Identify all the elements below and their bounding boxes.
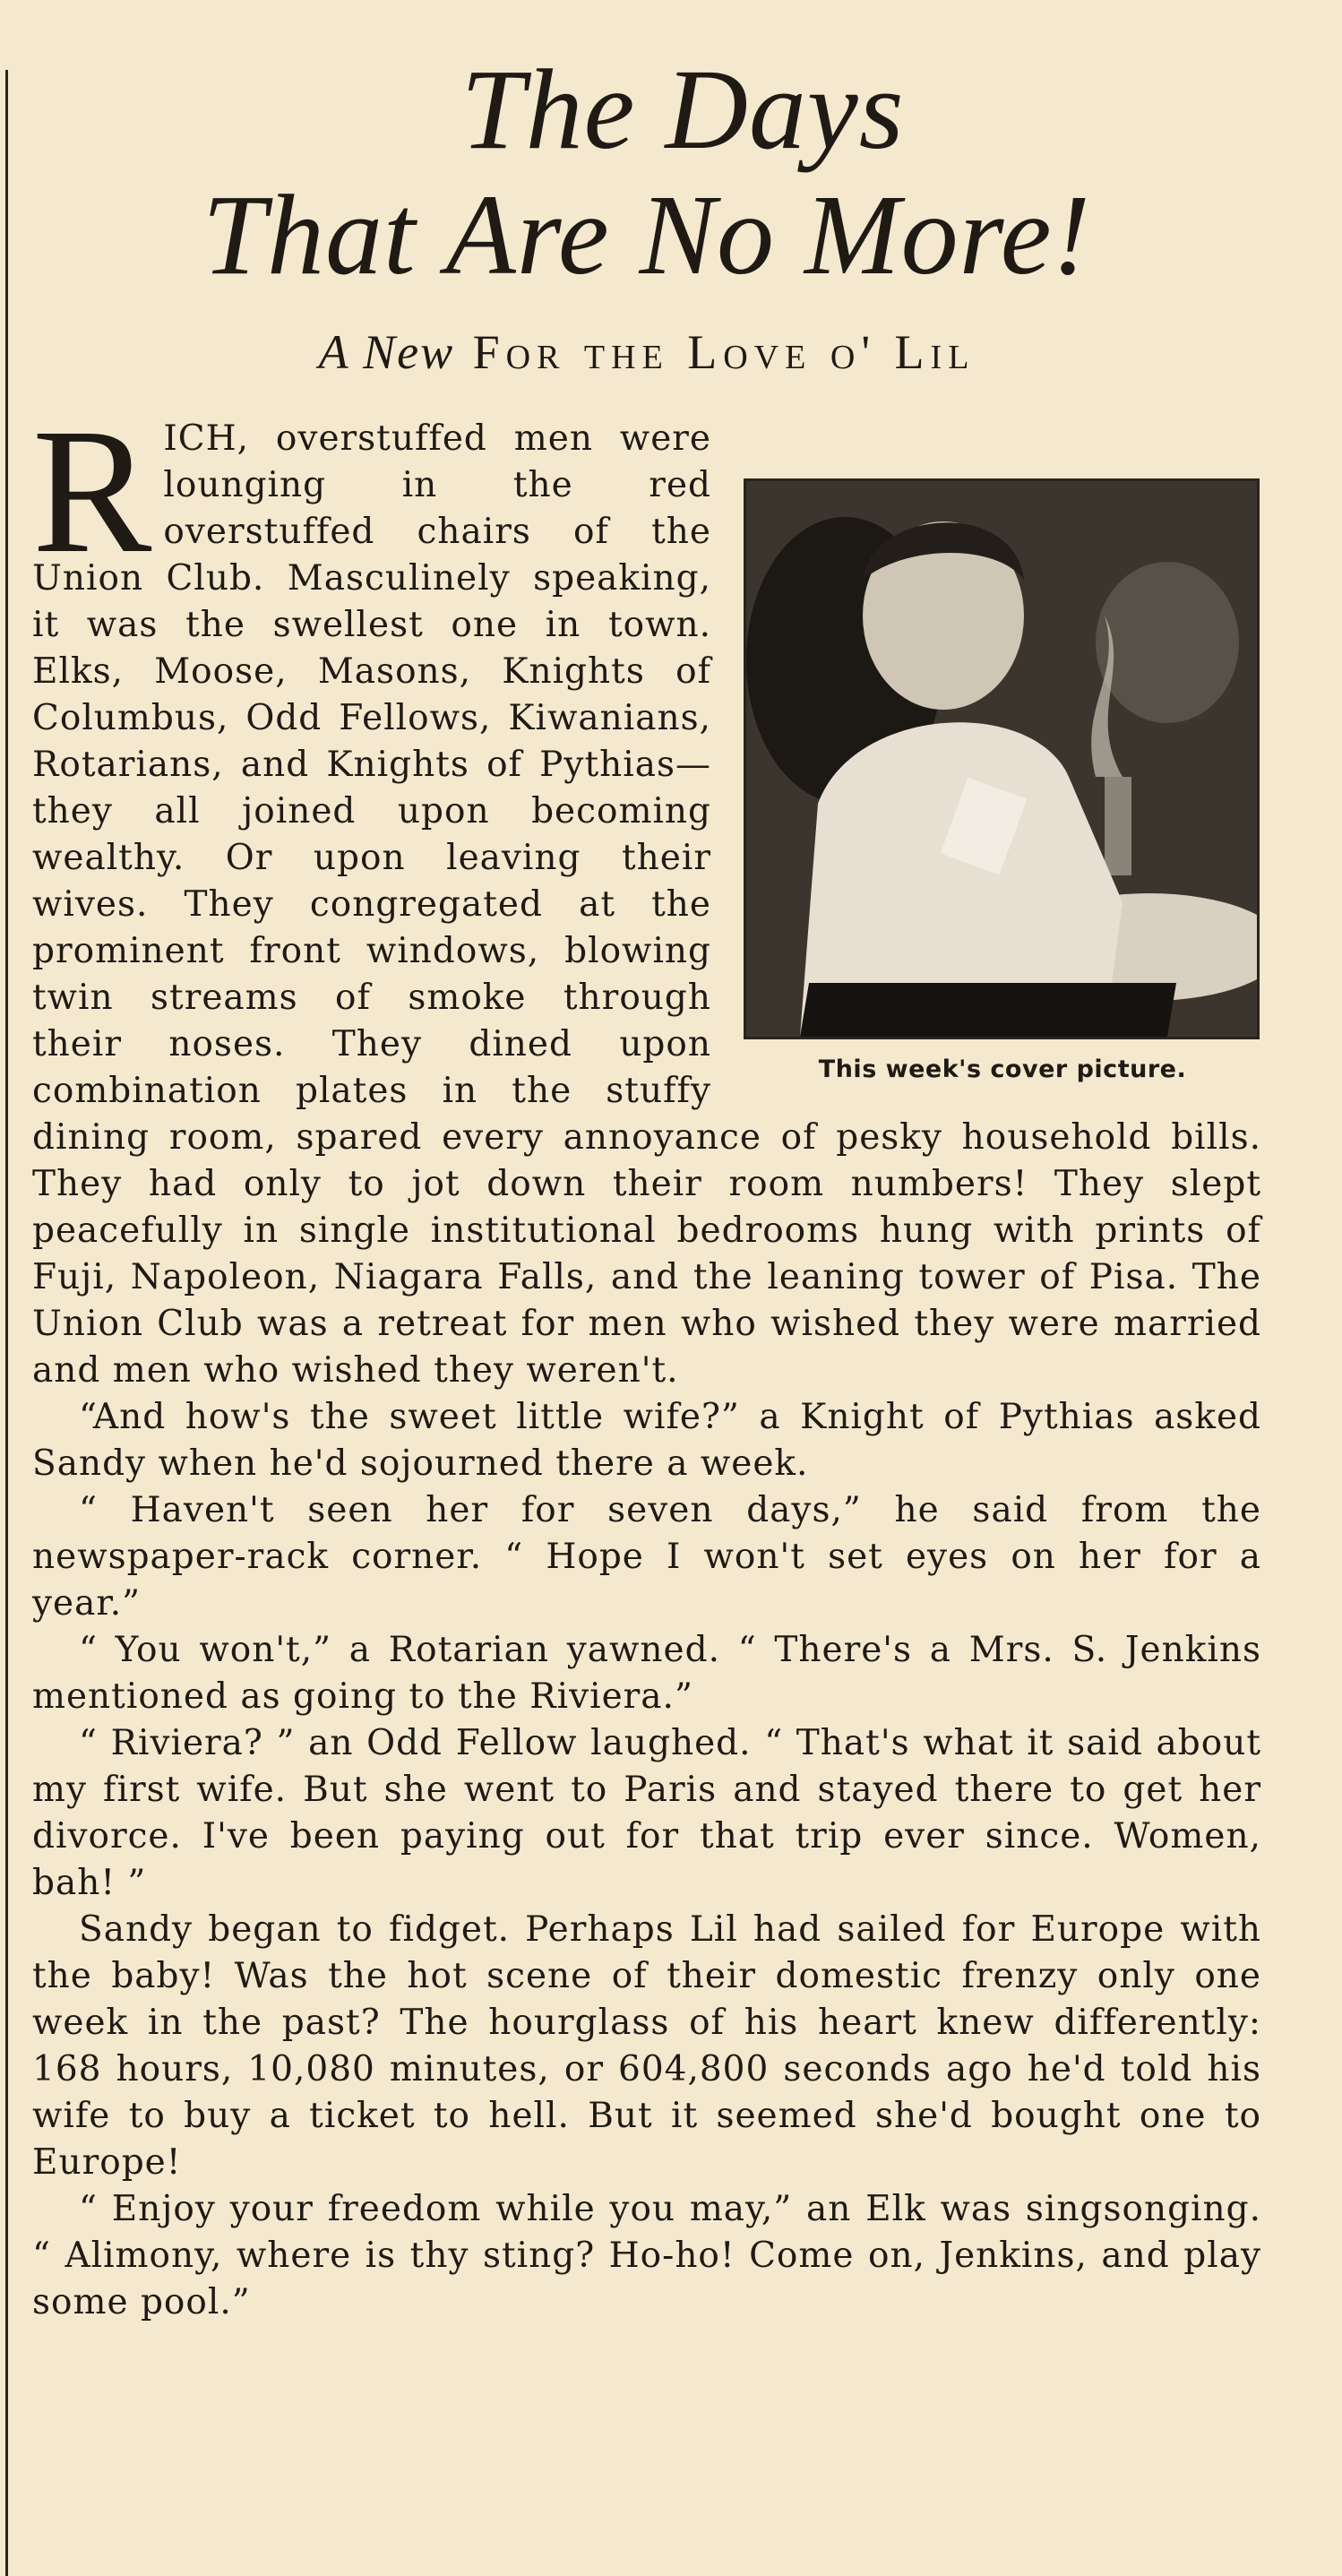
- title-word-no: No: [639, 171, 776, 298]
- paragraph-1-text: ICH, overstuffed men were lounging in the red overstuffed chairs of the Union Club. Masculinely speaking, it was the swellest one in town. Elks, Moose, Masons, Knights of Columbus, Odd Fellows, Kiwanians, Rotarians, and Knights of Pythias—they all joined upon becoming wealthy. Or upon leaving their wives. They congregated at the prominent front windows, blowing twin streams of smoke through their noses. They dined upon combination plates in the stuffy dining room, spared every annoyance of pesky household bills. They had only to jot down their room numbers! They slept peacefully in single institutional bedrooms hung with prints of Fuji, Napoleon, Niagara Falls, and the leaning tower of Pisa. The Union Club was a retreat for men who wished they were married and men who wished they weren't.: [32, 418, 1261, 1391]
- cover-figure: [744, 478, 1261, 1084]
- title-line-2: [32, 172, 1261, 297]
- paragraph-3: “ Haven't seen her for seven days,” he said from the newspaper-rack corner. “ Hope I won't set eyes on her for a year.”: [32, 1490, 1261, 1624]
- article-subtitle: [32, 324, 1261, 380]
- subtitle-text: For the Love o' Lil: [472, 325, 976, 379]
- article: [32, 0, 1261, 2326]
- drop-cap: R: [32, 392, 153, 590]
- article-title: [32, 0, 1261, 297]
- man-reading-card-illustration: [746, 481, 1257, 1037]
- paragraph-2: “And how's the sweet little wife?” a Knight of Pythias asked Sandy when he'd sojourned there a week.: [32, 1397, 1261, 1484]
- article-body: [32, 392, 1261, 2326]
- title-word-the: The: [460, 46, 636, 173]
- paragraph-4: “ You won't,” a Rotarian yawned. “ There's a Mrs. S. Jenkins mentioned as going to the Riviera.”: [32, 1630, 1261, 1717]
- title-line-1: [32, 47, 1261, 172]
- title-word-that: That: [202, 171, 417, 298]
- cover-photo: [744, 478, 1260, 1039]
- figure-caption: This week's cover picture.: [818, 1055, 1187, 1083]
- subtitle-script: A New: [318, 325, 455, 379]
- title-word-more: More: [804, 171, 1053, 298]
- title-exclamation: !: [1052, 171, 1092, 298]
- paragraph-6: Sandy began to fidget. Perhaps Lil had sailed for Europe with the baby! Was the hot scene of their domestic frenzy only one week in the past? The hourglass of his heart knew differently: 168 hours, 10,080 minutes, or 604,800 seconds ago he'd told his wife to buy a ticket to hell. But it seemed she'd bought one to Europe!: [32, 1909, 1261, 2183]
- title-word-days: Days: [665, 46, 905, 173]
- left-column-rule: [5, 70, 8, 2576]
- paragraph-5: “ Riviera? ” an Odd Fellow laughed. “ That's what it said about my first wife. But she went to Paris and stayed there to get her divorce. I've been paying out for that trip ever since. Women, bah! ”: [32, 1723, 1261, 1903]
- title-word-are: Are: [445, 171, 610, 298]
- paragraph-7: “ Enjoy your freedom while you may,” an Elk was singsonging. “ Alimony, where is thy sting? Ho-ho! Come on, Jenkins, and play some pool.”: [32, 2189, 1261, 2322]
